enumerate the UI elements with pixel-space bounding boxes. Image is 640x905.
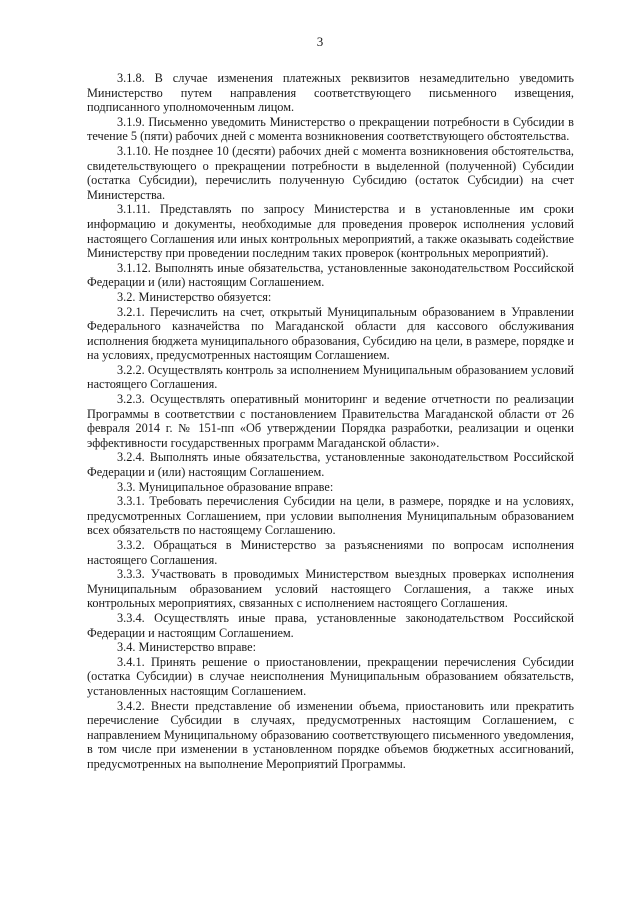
paragraph-3-1-11: 3.1.11. Представлять по запросу Министерства и в установленные им сроки информацию и документы, необходимые для проведения проверок исполнения условий настоящего Соглашения или иных контрольных мероприятий, а также оказывать содействие Министерству при проведении последним таких проверок (контрольных мероприятий).	[87, 202, 574, 261]
paragraph-3-1-8: 3.1.8. В случае изменения платежных реквизитов незамедлительно уведомить Министерство путем направления соответствующего письменного извещения, подписанного уполномоченным лицом.	[87, 71, 574, 115]
page-number: 3	[316, 34, 324, 49]
paragraph-3-3-1: 3.3.1. Требовать перечисления Субсидии на цели, в размере, порядке и на условиях, предусмотренных Соглашением, при условии выполнения Муниципальным образованием всех обязательств по настоящему Соглашению.	[87, 494, 574, 538]
paragraph-3-2-4: 3.2.4. Выполнять иные обязательства, установленные законодательством Российской Федерации и (или) настоящим Соглашением.	[87, 450, 574, 480]
paragraph-3-3-4: 3.3.4. Осуществлять иные права, установленные законодательством Российской Федерации и настоящим Соглашением.	[87, 610, 574, 640]
document-body	[87, 71, 574, 772]
paragraph-3-2-2: 3.2.2. Осуществлять контроль за исполнением Муниципальным образованием условий настоящего Соглашения.	[87, 362, 574, 392]
section-heading-3-3: 3.3. Муниципальное образование вправе:	[117, 479, 334, 494]
paragraph-3-2-3: 3.2.3. Осуществлять оперативный мониторинг и ведение отчетности по реализации Программы в соответствии с постановлением Правительства Магаданской области от 26 февраля 2014 г. № 151-пп «Об утверждении Порядка разработки, реализации и оценки эффективности государственных программ Магаданской области».	[87, 392, 574, 450]
paragraph-3-3-3: 3.3.3. Участвовать в проводимых Министерством выездных проверках исполнения Муниципальным образованием условий настоящего Соглашения, а также иных контрольных мероприятиях, связанных с исполнением настоящего Соглашения.	[87, 567, 574, 611]
section-heading-3-4: 3.4. Министерство вправе:	[117, 640, 257, 655]
paragraph-3-2-1: 3.2.1. Перечислить на счет, открытый Муниципальным образованием в Управлении Федерального казначейства по Магаданской области для кассового обслуживания исполнения бюджета муниципального образования, Субсидию на цели, в размере, порядке и на условиях, предусмотренных настоящим Соглашением.	[87, 304, 574, 363]
paragraph-3-1-9: 3.1.9. Письменно уведомить Министерство о прекращении потребности в Субсидии в течение 5 (пяти) рабочих дней с момента возникновения соответствующего обстоятельства.	[87, 114, 574, 144]
paragraph-3-3-2: 3.3.2. Обращаться в Министерство за разъяснениями по вопросам исполнения настоящего Соглашения.	[87, 538, 574, 567]
section-heading-3-2: 3.2. Министерство обязуется:	[117, 289, 272, 304]
paragraph-3-1-12: 3.1.12. Выполнять иные обязательства, установленные законодательством Российской Федерации и (или) настоящим Соглашением.	[87, 260, 574, 290]
paragraph-3-4-1: 3.4.1. Принять решение о приостановлении, прекращении перечисления Субсидии (остатка Субсидии) в случае неисполнения Муниципальным образованием обязательств, установленных настоящим Соглашением.	[87, 654, 574, 698]
paragraph-3-4-2: 3.4.2. Внести представление об изменении объема, приостановить или прекратить перечисление Субсидии в случаях, предусмотренных настоящим Соглашением, с направлением Муниципальному образованию соответствующего письменного уведомления, в том числе при изменении в установленном порядке объемов бюджетных ассигнований, предусмотренных на выполнение Мероприятий Программы.	[87, 698, 574, 771]
paragraph-3-1-10: 3.1.10. Не позднее 10 (десяти) рабочих дней с момента возникновения обстоятельства, свидетельствующего о прекращении потребности в выделенной (полученной) Субсидии (остатка Субсидии), перечислить полученную Субсидию (остаток Субсидии) на счет Министерства.	[87, 143, 574, 202]
